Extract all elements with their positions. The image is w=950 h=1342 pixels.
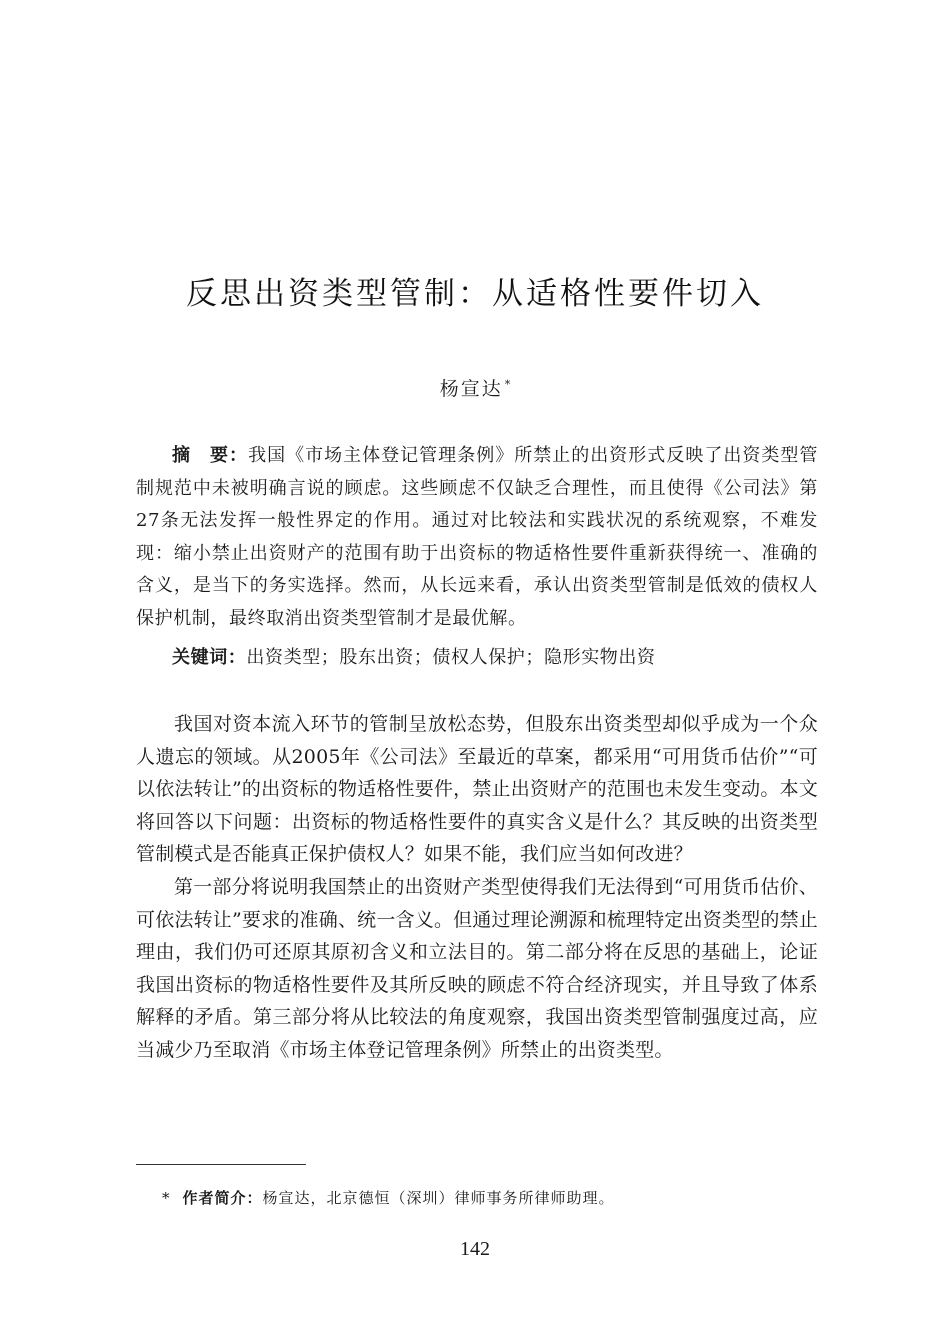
body-text <box>136 708 818 1067</box>
footnote-text: 杨宣达，北京德恒（深圳）律师事务所律师助理。 <box>262 1189 615 1207</box>
keywords-text: 出资类型；股东出资；债权人保护；隐形实物出资 <box>246 647 656 668</box>
footnote <box>162 1186 822 1210</box>
page-number: 142 <box>460 1238 490 1260</box>
keywords-label: 关键词： <box>172 647 247 668</box>
keywords <box>136 642 818 674</box>
abstract-label: 摘 要： <box>172 445 249 466</box>
article-title: 反思出资类型管制：从适格性要件切入 <box>186 276 764 312</box>
abstract <box>136 440 818 636</box>
author-line <box>0 374 950 401</box>
abstract-text: 我国《市场主体登记管理条例》所禁止的出资形式反映了出资类型管制规范中未被明确言说的顾虑。这些顾虑不仅缺乏合理性，而且使得《公司法》第27条无法发挥一般性界定的作用。通过对比较法和实践状况的系统观察，不难发现：缩小禁止出资财产的范围有助于出资标的物适格性要件重新获得统一、准确的含义，是当下的务实选择。然而，从长远来看，承认出资类型管制是低效的债权人保护机制，最终取消出资类型管制才是最优解。 <box>136 445 819 629</box>
footnote-mark: * <box>162 1189 171 1207</box>
author-footnote-mark[interactable]: * <box>504 377 511 391</box>
footnote-divider <box>136 1164 306 1165</box>
body-paragraph-2: 第一部分将说明我国禁止的出资财产类型使得我们无法得到“可用货币估价、可依法转让”要求的准确、统一含义。但通过理论溯源和梳理特定出资类型的禁止理由，我们仍可还原其原初含义和立法目的。第二部分将在反思的基础上，论证我国出资标的物适格性要件及其所反映的顾虑不符合经济现实，并且导致了体系解释的矛盾。第三部分将从比较法的角度观察，我国出资类型管制强度过高，应当减少乃至取消《市场主体登记管理条例》所禁止的出资类型。 <box>136 875 818 1061</box>
footnote-label: 作者简介： <box>182 1189 263 1207</box>
author-name: 杨宣达 <box>439 378 503 400</box>
body-paragraph-1: 我国对资本流入环节的管制呈放松态势，但股东出资类型却似乎成为一个众人遗忘的领域。从2005年《公司法》至最近的草案，都采用“可用货币估价”“可以依法转让”的出资标的物适格性要件，禁止出资财产的范围也未发生变动。本文将回答以下问题：出资标的物适格性要件的真实含义是什么？其反映的出资类型管制模式是否能真正保护债权人？如果不能，我们应当如何改进？ <box>136 713 818 866</box>
